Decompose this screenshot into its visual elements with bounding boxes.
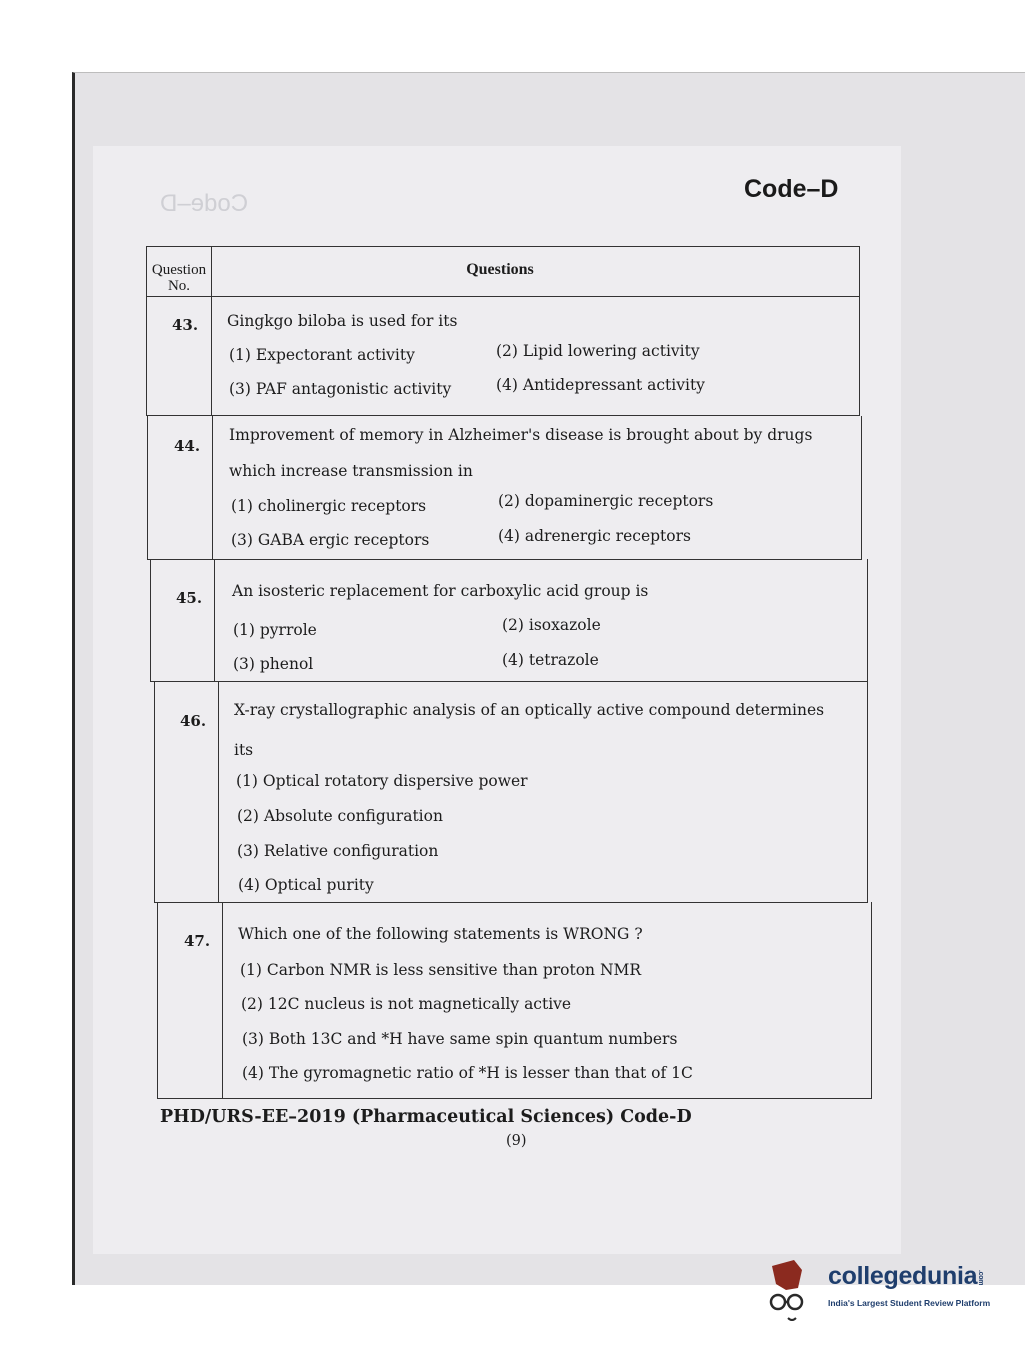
option: (4) adrenergic receptors [498,527,691,545]
option: (1) Optical rotatory dispersive power [236,772,528,790]
option: (4) The gyromagnetic ratio of *H is lesser than that of 1C [242,1064,693,1082]
watermark-tagline: India's Largest Student Review Platform [828,1298,991,1308]
question-stem: X-ray crystallographic analysis of an optically active compound determines [234,701,825,719]
column-header-questions: Questions [466,261,534,278]
option: (1) Carbon NMR is less sensitive than proton NMR [240,961,642,979]
option: (2) 12C nucleus is not magnetically active [241,995,572,1013]
column-divider [212,416,213,559]
column-header-number: Question No. [151,262,207,294]
question-stem: Improvement of memory in Alzheimer's disease is brought about by drugs [229,426,813,444]
option: (1) Expectorant activity [229,346,415,364]
question-number: 47. [184,932,211,950]
paper-code-label: Code–D [744,175,839,203]
option: (3) phenol [233,655,314,673]
column-divider [222,902,223,1098]
question-number: 44. [174,437,201,455]
option: (1) pyrrole [233,621,317,639]
question-stem: An isosteric replacement for carboxylic acid group is [232,582,649,600]
page-number: (9) [506,1133,527,1149]
question-stem: Gingkgo biloba is used for its [227,312,458,330]
option: (3) Relative configuration [237,842,439,860]
option: (2) dopaminergic receptors [498,492,714,510]
option: (2) Absolute configuration [237,807,443,825]
option: (2) Lipid lowering activity [496,342,700,360]
question-number: 43. [172,316,199,334]
exam-footer-title: PHD/URS-EE–2019 (Pharmaceutical Sciences) Code-D [160,1107,692,1127]
question-number: 46. [180,712,207,730]
option: (4) tetrazole [502,651,599,669]
option: (4) Optical purity [238,876,374,894]
watermark-brand: collegedunia.com [828,1262,985,1290]
option: (2) isoxazole [502,616,601,634]
option: (3) PAF antagonistic activity [229,380,452,398]
option: (4) Antidepressant activity [496,376,705,394]
column-divider [214,559,215,681]
header-divider [146,296,859,297]
column-divider [218,682,219,902]
question-stem: Which one of the following statements is WRONG ? [238,925,643,943]
question-stem: which increase transmission in [229,462,473,480]
option: (3) GABA ergic receptors [231,531,430,549]
question-stem: its [234,741,254,759]
option: (3) Both 13C and *H have same spin quantum numbers [242,1030,678,1048]
option: (1) cholinergic receptors [231,497,427,515]
question-number: 45. [176,589,203,607]
bleed-through-text: Code–D [160,190,249,217]
